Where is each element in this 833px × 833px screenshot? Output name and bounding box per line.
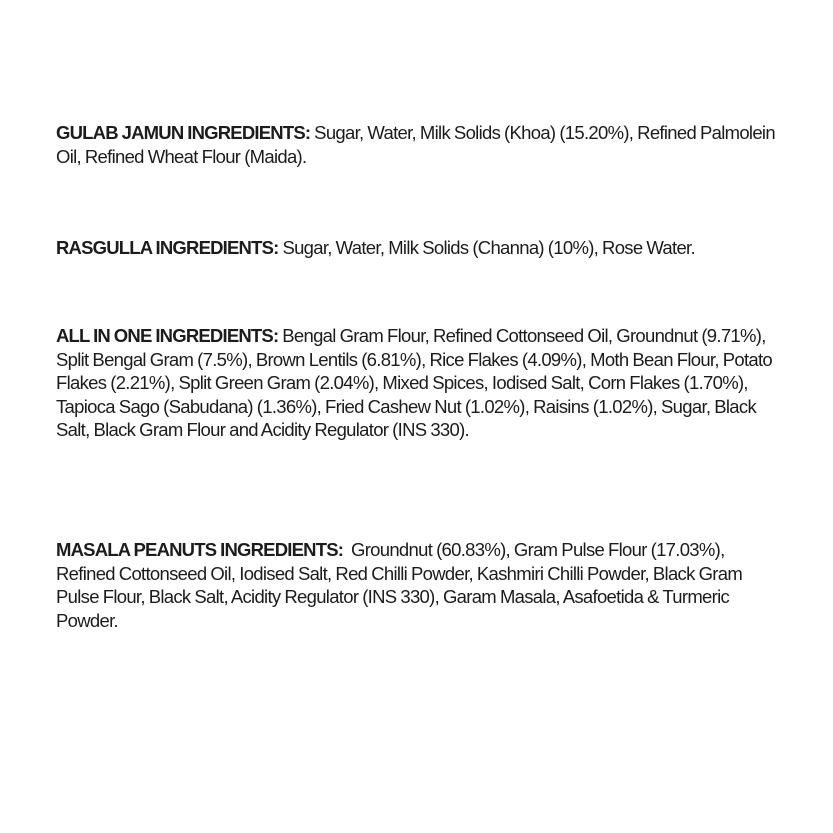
all-in-one-text: Bengal Gram Flour, Refined Cottonseed Oil, Groundnut (9.71%), Split Bengal Gram (7.5%), Brown Lentils (6.81%), Rice Flakes (4.09%), Moth Bean Flour, Potato Flakes (2.21%), Split Green Gram (2.04%), Mixed Spices, Iodised Salt, Corn Flakes (1.70%), Tapioca Sago (Sabudana) (1.36%), Fried Cashew Nut (1.02%), Raisins (1.02%), Sugar, Black Salt, Black Gram Flour and Acidity Regulator (INS 330). [56,325,773,441]
gulab-jamun-ingredients [56,121,786,168]
rasgulla-text: Sugar, Water, Milk Solids (Channa) (10%), Rose Water. [278,237,695,258]
gulab-jamun-label: GULAB JAMUN INGREDIENTS: [56,122,311,143]
masala-peanuts-label: MASALA PEANUTS INGREDIENTS: [56,539,344,560]
all-in-one-label: ALL IN ONE INGREDIENTS: [56,325,279,346]
rasgulla-label: RASGULLA INGREDIENTS: [56,237,279,258]
gulab-jamun-text: Sugar, Water, Milk Solids (Khoa) (15.20%), Refined Palmolein Oil, Refined Wheat Flour (Maida). [56,122,775,167]
rasgulla-ingredients [56,236,786,260]
all-in-one-ingredients [56,324,786,442]
masala-peanuts-text: Groundnut (60.83%), Gram Pulse Flour (17.03%), Refined Cottonseed Oil, Iodised Salt, Red Chilli Powder, Kashmiri Chilli Powder, Black Gram Pulse Flour, Black Salt, Acidity Regulator (INS 330), Garam Masala, Asafoetida & Turmeric Powder. [56,539,746,631]
masala-peanuts-ingredients [56,538,786,632]
